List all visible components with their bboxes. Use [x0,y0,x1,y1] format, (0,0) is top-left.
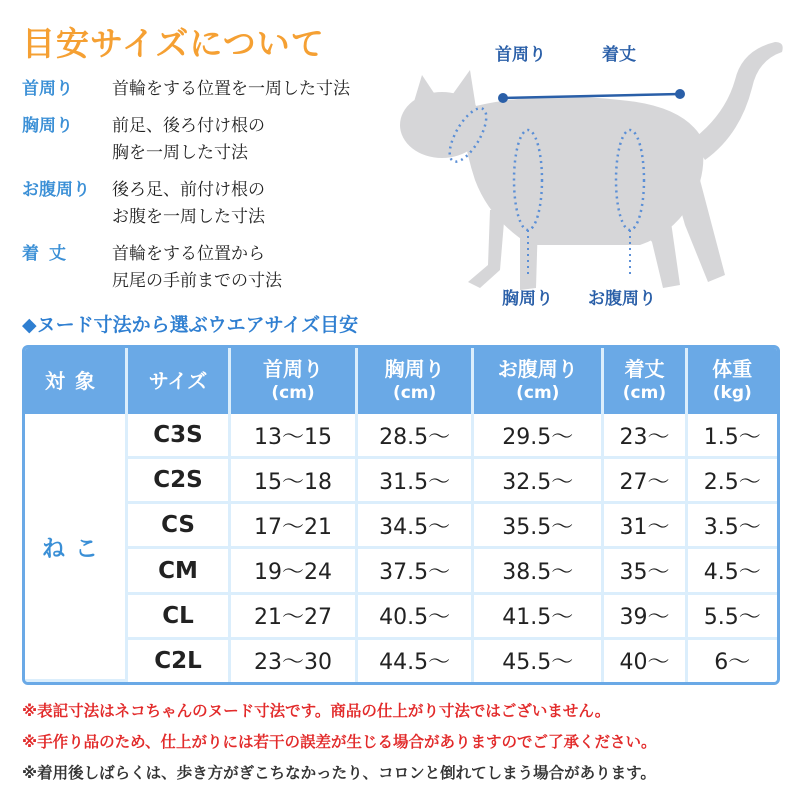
header-unit: (cm) [271,383,315,403]
belly-cell: 32.5〜 [474,459,604,504]
measurement-definitions [22,76,442,305]
table-row [25,549,777,594]
chest-cell: 37.5〜 [358,549,474,594]
size-cell: C2L [128,640,231,682]
definition-term: お腹周り [22,180,90,200]
definition-line: 前足、後ろ付け根の [112,116,265,136]
header-label: 体重 [712,357,753,381]
cat-measurement-diagram [380,20,800,320]
header-weight [688,348,777,414]
header-belly [474,348,604,414]
table-row [25,595,777,640]
weight-cell: 4.5〜 [688,549,777,594]
definition-line: お腹を一周した寸法 [112,207,265,227]
definition-term: 胸周り [22,116,73,136]
table-row [25,504,777,549]
size-cell: C3S [128,414,231,459]
notes [22,696,792,789]
weight-cell: 2.5〜 [688,459,777,504]
header-unit: (cm) [622,383,667,403]
weight-cell: 1.5〜 [688,414,777,459]
weight-cell: 5.5〜 [688,595,777,640]
header-label: 着丈 [624,357,665,381]
header-chest [358,348,474,414]
length-cell: 23〜 [604,414,687,459]
note-nude-size: ※表記寸法はネコちゃんのヌード寸法です。商品の仕上がり寸法ではございません。 [22,702,611,720]
chest-cell: 34.5〜 [358,504,474,549]
header-label: 首周り [263,357,324,381]
definition-length [22,241,442,295]
definition-line: 後ろ足、前付け根の [112,180,265,200]
length-cell: 39〜 [604,595,687,640]
chest-cell: 28.5〜 [358,414,474,459]
size-cell: C2S [128,459,231,504]
header-target: 対象 [25,348,128,414]
definition-line: 尻尾の手前までの寸法 [112,271,282,291]
cat-silhouette-icon [380,20,800,320]
size-guide-subtitle: ◆ヌード寸法から選ぶウエアサイズ目安 [22,314,359,336]
header-unit: (kg) [712,383,752,403]
neck-cell: 15〜18 [231,459,358,504]
definition-line: 首輪をする位置から [112,244,265,264]
definition-desc [112,76,350,103]
length-cell: 35〜 [604,549,687,594]
neck-cell: 17〜21 [231,504,358,549]
length-cell: 40〜 [604,640,687,682]
header-unit: (cm) [392,383,437,403]
size-table-grid [25,348,777,682]
header-label: お腹周り [497,357,578,381]
note-wearing: ※着用後しばらくは、歩き方がぎこちなかったり、コロンと倒れてしまう場合があります。 [22,764,656,782]
chest-cell: 31.5〜 [358,459,474,504]
belly-cell: 29.5〜 [474,414,604,459]
size-cell: CM [128,549,231,594]
definition-desc [112,113,265,167]
diagram-label-length: 着丈 [602,45,636,65]
header-unit: (cm) [516,383,560,403]
chest-cell: 40.5〜 [358,595,474,640]
belly-cell: 41.5〜 [474,595,604,640]
header-neck [231,348,358,414]
belly-cell: 38.5〜 [474,549,604,594]
target-cell: ねこ [25,414,128,682]
note-handmade: ※手作り品のため、仕上がりには若干の誤差が生じる場合がありますのでご了承ください。 [22,733,657,751]
header-label: 胸周り [384,357,445,381]
definition-term: 着丈 [22,244,76,264]
belly-cell: 45.5〜 [474,640,604,682]
diagram-label-neck: 首周り [495,45,546,65]
page-title: 目安サイズについて [22,24,325,63]
chest-cell: 44.5〜 [358,640,474,682]
table-row [25,414,777,459]
table-row [25,459,777,504]
size-cell: CL [128,595,231,640]
definition-desc [112,241,282,295]
definition-term: 首周り [22,79,73,99]
belly-cell: 35.5〜 [474,504,604,549]
size-cell: CS [128,504,231,549]
header-size: サイズ [128,348,231,414]
neck-cell: 21〜27 [231,595,358,640]
size-table [22,345,780,685]
diagram-label-belly: お腹周り [588,289,656,309]
definition-neck [22,76,442,103]
definition-line: 胸を一周した寸法 [112,143,248,163]
diagram-label-chest: 胸周り [502,289,553,309]
table-header-row [25,348,777,414]
definition-line: 首輪をする位置を一周した寸法 [112,79,350,99]
weight-cell: 3.5〜 [688,504,777,549]
table-row [25,640,777,682]
weight-cell: 6〜 [688,640,777,682]
header-length [604,348,687,414]
definition-desc [112,177,265,231]
neck-cell: 13〜15 [231,414,358,459]
definition-chest [22,113,442,167]
neck-cell: 19〜24 [231,549,358,594]
definition-belly [22,177,442,231]
length-cell: 31〜 [604,504,687,549]
length-cell: 27〜 [604,459,687,504]
neck-cell: 23〜30 [231,640,358,682]
